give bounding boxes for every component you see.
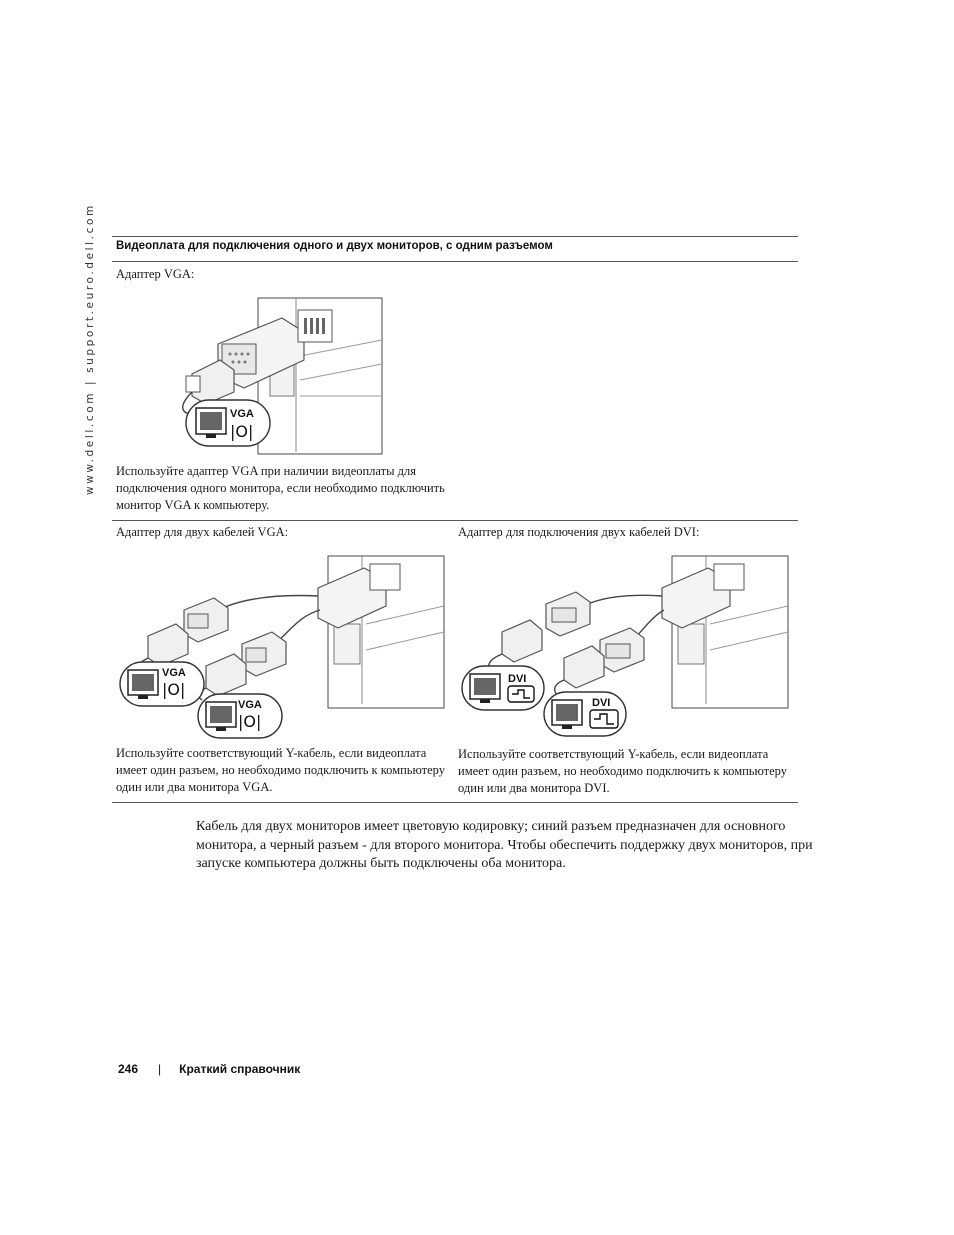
dual-dvi-illustration <box>460 554 792 740</box>
dual-vga-icon-text-2: VGA <box>238 699 262 711</box>
page-footer <box>118 1062 300 1076</box>
single-vga-label: Адаптер VGA: <box>116 267 195 281</box>
page-number: 246 <box>118 1062 139 1076</box>
svg-text:|O|: |O| <box>162 680 186 699</box>
table-row-rule <box>112 520 798 521</box>
footer-title: Краткий справочник <box>179 1062 301 1076</box>
single-vga-description: Используйте адаптер VGA при наличии видеоплаты для подключения одного монитора, если необходимо подключить монитор VGA к компьютеру. <box>116 464 445 512</box>
dual-dvi-icon-text-1: DVI <box>508 673 527 685</box>
table-title: Видеоплата для подключения одного и двух мониторов, с одним разъемом <box>116 240 553 252</box>
table-top-rule <box>112 236 798 237</box>
dual-dvi-label: Адаптер для подключения двух кабелей DVI: <box>458 525 700 539</box>
single-vga-icon-text: VGA <box>230 408 254 420</box>
svg-text:|O|: |O| <box>230 422 254 441</box>
table-bottom-rule <box>112 802 798 803</box>
dual-vga-description: Используйте соответствующий Y-кабель, если видеоплата имеет один разъем, но необходимо подключить к компьютеру один или два монитора VGA. <box>116 746 446 794</box>
dual-vga-label: Адаптер для двух кабелей VGA: <box>116 525 289 539</box>
footer-separator: | <box>158 1062 162 1076</box>
side-url: www.dell.com | support.euro.dell.com <box>84 203 96 495</box>
body-paragraph: Кабель для двух мониторов имеет цветовую кодировку; синий разъем предназначен для основного монитора, а черный разъем - для второго монитора. Чтобы обеспечить поддержку двух мониторов, при запуске компьютера должны быть подключены оба монитора. <box>196 819 813 871</box>
single-vga-illustration <box>178 296 388 456</box>
table-header-rule <box>112 261 798 262</box>
dual-vga-illustration <box>118 554 448 740</box>
dual-dvi-icon-text-2: DVI <box>592 697 611 709</box>
dual-vga-icon-text-1: VGA <box>162 667 186 679</box>
dual-dvi-description: Используйте соответствующий Y-кабель, если видеоплата имеет один разъем, но необходимо подключить к компьютеру один или два монитора DVI. <box>458 747 788 795</box>
svg-text:|O|: |O| <box>238 712 262 731</box>
